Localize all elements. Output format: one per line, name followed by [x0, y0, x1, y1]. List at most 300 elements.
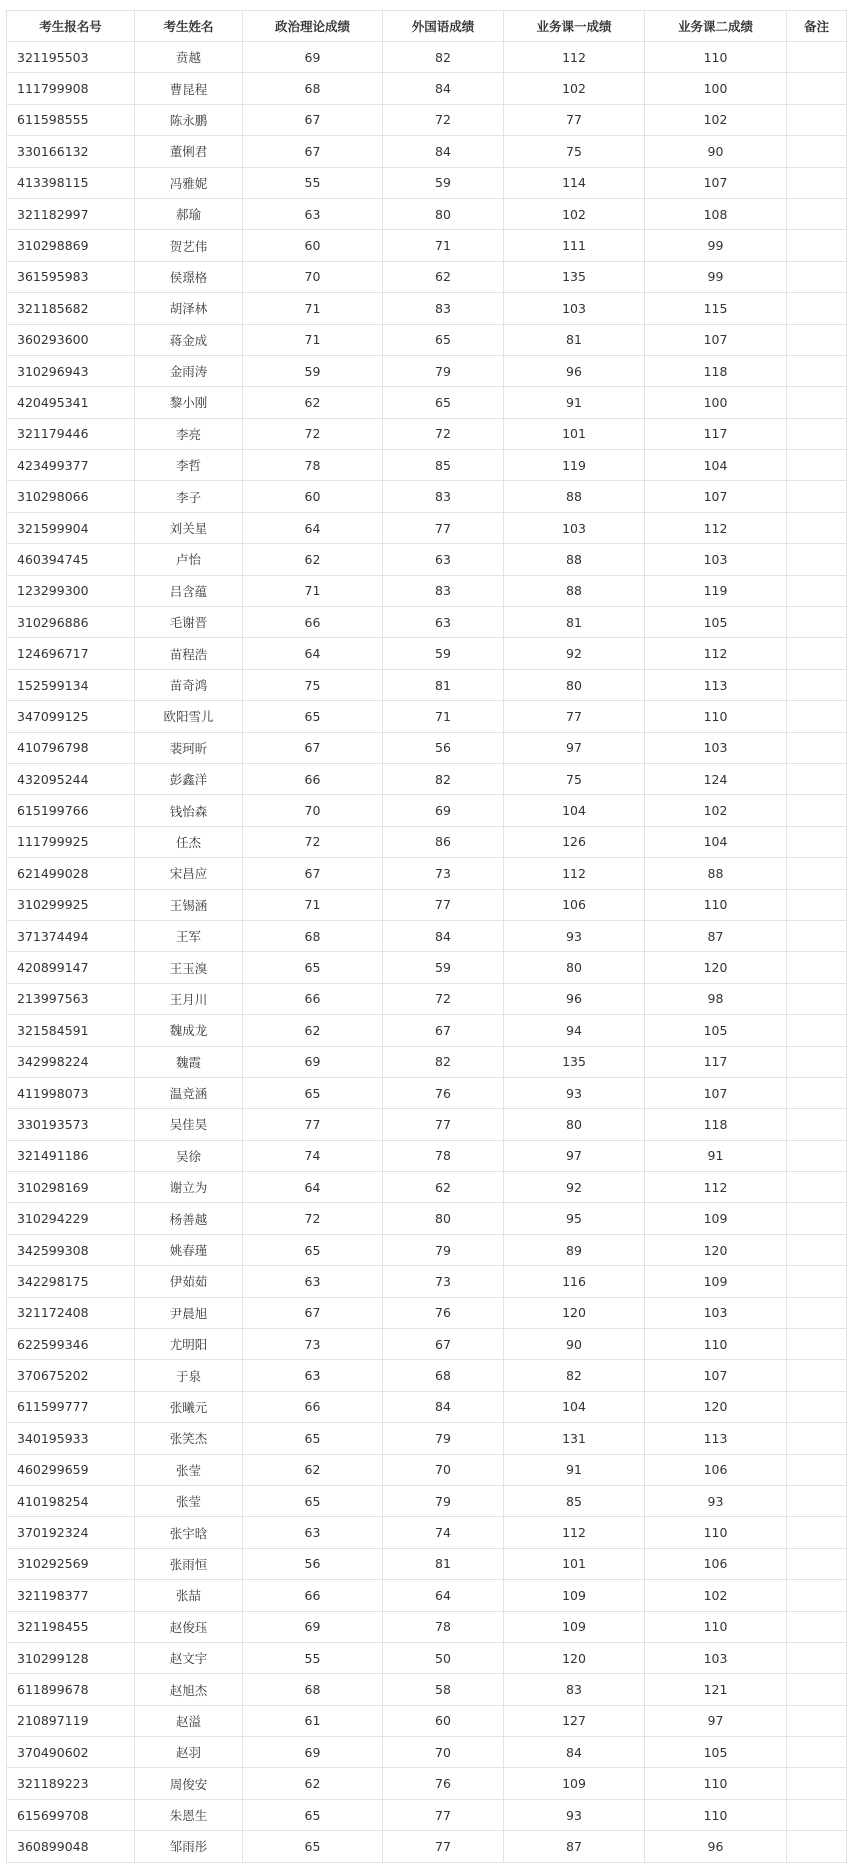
foreign-language-score-cell: 79: [383, 1423, 504, 1454]
table-row: [7, 1172, 847, 1203]
subject-two-score-cell: 109: [645, 1266, 787, 1297]
subject-two-score-cell: 102: [645, 795, 787, 826]
politics-score-cell: 71: [243, 293, 383, 324]
subject-two-score-cell: 118: [645, 355, 787, 386]
registration-number-cell: 111799908: [7, 73, 135, 104]
subject-one-score-cell: 101: [504, 1548, 645, 1579]
registration-number-cell: 413398115: [7, 167, 135, 198]
subject-one-score-cell: 93: [504, 1799, 645, 1830]
remarks-cell: [787, 1015, 847, 1046]
header-name: 考生姓名: [135, 11, 243, 42]
name-cell: 赵文宇: [135, 1642, 243, 1673]
table-row: [7, 1391, 847, 1422]
foreign-language-score-cell: 79: [383, 355, 504, 386]
remarks-cell: [787, 1454, 847, 1485]
subject-one-score-cell: 104: [504, 1391, 645, 1422]
table-row: [7, 1737, 847, 1768]
registration-number-cell: 321599904: [7, 512, 135, 543]
name-cell: 董俐君: [135, 136, 243, 167]
subject-two-score-cell: 110: [645, 42, 787, 73]
subject-two-score-cell: 113: [645, 1423, 787, 1454]
header-remarks: 备注: [787, 11, 847, 42]
remarks-cell: [787, 795, 847, 826]
subject-two-score-cell: 109: [645, 1203, 787, 1234]
foreign-language-score-cell: 72: [383, 418, 504, 449]
table-row: [7, 1548, 847, 1579]
name-cell: 陈永鹏: [135, 104, 243, 135]
foreign-language-score-cell: 84: [383, 73, 504, 104]
remarks-cell: [787, 1391, 847, 1422]
politics-score-cell: 65: [243, 1831, 383, 1862]
subject-one-score-cell: 103: [504, 293, 645, 324]
registration-number-cell: 213997563: [7, 983, 135, 1014]
politics-score-cell: 70: [243, 261, 383, 292]
subject-one-score-cell: 75: [504, 763, 645, 794]
table-row: [7, 1611, 847, 1642]
remarks-cell: [787, 983, 847, 1014]
foreign-language-score-cell: 64: [383, 1580, 504, 1611]
foreign-language-score-cell: 78: [383, 1140, 504, 1171]
registration-number-cell: 423499377: [7, 450, 135, 481]
name-cell: 黎小刚: [135, 387, 243, 418]
registration-number-cell: 321195503: [7, 42, 135, 73]
politics-score-cell: 63: [243, 1517, 383, 1548]
remarks-cell: [787, 1109, 847, 1140]
subject-two-score-cell: 113: [645, 669, 787, 700]
name-cell: 任杰: [135, 826, 243, 857]
politics-score-cell: 62: [243, 544, 383, 575]
table-row: [7, 1799, 847, 1830]
remarks-cell: [787, 1172, 847, 1203]
header-subject-two-score: 业务课二成绩: [645, 11, 787, 42]
remarks-cell: [787, 1517, 847, 1548]
remarks-cell: [787, 1831, 847, 1862]
table-row: [7, 1297, 847, 1328]
politics-score-cell: 66: [243, 983, 383, 1014]
politics-score-cell: 67: [243, 136, 383, 167]
subject-two-score-cell: 115: [645, 293, 787, 324]
politics-score-cell: 62: [243, 1454, 383, 1485]
subject-two-score-cell: 110: [645, 1611, 787, 1642]
remarks-cell: [787, 1737, 847, 1768]
remarks-cell: [787, 512, 847, 543]
subject-one-score-cell: 116: [504, 1266, 645, 1297]
politics-score-cell: 67: [243, 1297, 383, 1328]
score-table: [6, 10, 847, 1863]
politics-score-cell: 71: [243, 889, 383, 920]
foreign-language-score-cell: 82: [383, 763, 504, 794]
registration-number-cell: 342599308: [7, 1234, 135, 1265]
table-row: [7, 355, 847, 386]
registration-number-cell: 321198455: [7, 1611, 135, 1642]
subject-one-score-cell: 120: [504, 1642, 645, 1673]
name-cell: 彭鑫洋: [135, 763, 243, 794]
remarks-cell: [787, 1674, 847, 1705]
foreign-language-score-cell: 71: [383, 230, 504, 261]
registration-number-cell: 330166132: [7, 136, 135, 167]
foreign-language-score-cell: 77: [383, 889, 504, 920]
remarks-cell: [787, 167, 847, 198]
name-cell: 伊茹茹: [135, 1266, 243, 1297]
foreign-language-score-cell: 70: [383, 1737, 504, 1768]
name-cell: 杨善越: [135, 1203, 243, 1234]
politics-score-cell: 72: [243, 1203, 383, 1234]
subject-one-score-cell: 93: [504, 920, 645, 951]
name-cell: 贺艺伟: [135, 230, 243, 261]
subject-two-score-cell: 120: [645, 952, 787, 983]
registration-number-cell: 342998224: [7, 1046, 135, 1077]
subject-one-score-cell: 102: [504, 73, 645, 104]
remarks-cell: [787, 920, 847, 951]
subject-two-score-cell: 107: [645, 481, 787, 512]
registration-number-cell: 340195933: [7, 1423, 135, 1454]
politics-score-cell: 67: [243, 104, 383, 135]
politics-score-cell: 67: [243, 858, 383, 889]
subject-two-score-cell: 105: [645, 1015, 787, 1046]
table-row: [7, 1329, 847, 1360]
subject-two-score-cell: 87: [645, 920, 787, 951]
subject-one-score-cell: 80: [504, 952, 645, 983]
name-cell: 李哲: [135, 450, 243, 481]
foreign-language-score-cell: 81: [383, 1548, 504, 1579]
score-table-container: [6, 10, 846, 1863]
remarks-cell: [787, 136, 847, 167]
subject-one-score-cell: 135: [504, 261, 645, 292]
table-row: [7, 261, 847, 292]
subject-two-score-cell: 110: [645, 1768, 787, 1799]
subject-one-score-cell: 91: [504, 1454, 645, 1485]
table-row: [7, 763, 847, 794]
registration-number-cell: 210897119: [7, 1705, 135, 1736]
foreign-language-score-cell: 72: [383, 983, 504, 1014]
remarks-cell: [787, 1580, 847, 1611]
subject-two-score-cell: 110: [645, 1799, 787, 1830]
header-foreign-language-score: 外国语成绩: [383, 11, 504, 42]
remarks-cell: [787, 544, 847, 575]
foreign-language-score-cell: 81: [383, 669, 504, 700]
politics-score-cell: 68: [243, 73, 383, 104]
remarks-cell: [787, 73, 847, 104]
subject-two-score-cell: 103: [645, 1297, 787, 1328]
politics-score-cell: 72: [243, 826, 383, 857]
subject-one-score-cell: 127: [504, 1705, 645, 1736]
foreign-language-score-cell: 77: [383, 1799, 504, 1830]
foreign-language-score-cell: 83: [383, 481, 504, 512]
name-cell: 裴珂昕: [135, 732, 243, 763]
subject-two-score-cell: 119: [645, 575, 787, 606]
remarks-cell: [787, 42, 847, 73]
name-cell: 张雨恒: [135, 1548, 243, 1579]
remarks-cell: [787, 1329, 847, 1360]
remarks-cell: [787, 1203, 847, 1234]
table-row: [7, 858, 847, 889]
subject-one-score-cell: 81: [504, 324, 645, 355]
remarks-cell: [787, 1485, 847, 1516]
table-row: [7, 607, 847, 638]
foreign-language-score-cell: 62: [383, 261, 504, 292]
name-cell: 魏霞: [135, 1046, 243, 1077]
name-cell: 宋昌应: [135, 858, 243, 889]
table-row: [7, 481, 847, 512]
politics-score-cell: 60: [243, 230, 383, 261]
politics-score-cell: 65: [243, 1077, 383, 1108]
name-cell: 贲越: [135, 42, 243, 73]
subject-one-score-cell: 126: [504, 826, 645, 857]
name-cell: 冯雅妮: [135, 167, 243, 198]
remarks-cell: [787, 858, 847, 889]
subject-one-score-cell: 135: [504, 1046, 645, 1077]
subject-one-score-cell: 111: [504, 230, 645, 261]
politics-score-cell: 65: [243, 1423, 383, 1454]
table-row: [7, 826, 847, 857]
subject-one-score-cell: 112: [504, 1517, 645, 1548]
registration-number-cell: 622599346: [7, 1329, 135, 1360]
table-row: [7, 795, 847, 826]
remarks-cell: [787, 1423, 847, 1454]
remarks-cell: [787, 355, 847, 386]
table-row: [7, 1674, 847, 1705]
politics-score-cell: 65: [243, 701, 383, 732]
remarks-cell: [787, 763, 847, 794]
table-body: [7, 42, 847, 1863]
name-cell: 吕含蕴: [135, 575, 243, 606]
registration-number-cell: 310299128: [7, 1642, 135, 1673]
foreign-language-score-cell: 79: [383, 1234, 504, 1265]
subject-one-score-cell: 93: [504, 1077, 645, 1108]
subject-one-score-cell: 97: [504, 1140, 645, 1171]
name-cell: 尤明阳: [135, 1329, 243, 1360]
politics-score-cell: 64: [243, 1172, 383, 1203]
name-cell: 张喆: [135, 1580, 243, 1611]
table-row: [7, 1360, 847, 1391]
subject-one-score-cell: 80: [504, 1109, 645, 1140]
subject-one-score-cell: 88: [504, 575, 645, 606]
name-cell: 周俊安: [135, 1768, 243, 1799]
foreign-language-score-cell: 65: [383, 324, 504, 355]
registration-number-cell: 347099125: [7, 701, 135, 732]
name-cell: 刘关星: [135, 512, 243, 543]
subject-two-score-cell: 104: [645, 826, 787, 857]
foreign-language-score-cell: 82: [383, 1046, 504, 1077]
remarks-cell: [787, 1077, 847, 1108]
subject-two-score-cell: 105: [645, 1737, 787, 1768]
foreign-language-score-cell: 73: [383, 1266, 504, 1297]
subject-two-score-cell: 99: [645, 230, 787, 261]
subject-two-score-cell: 96: [645, 1831, 787, 1862]
politics-score-cell: 64: [243, 638, 383, 669]
subject-two-score-cell: 118: [645, 1109, 787, 1140]
subject-one-score-cell: 103: [504, 512, 645, 543]
name-cell: 赵羽: [135, 1737, 243, 1768]
table-row: [7, 293, 847, 324]
remarks-cell: [787, 607, 847, 638]
subject-two-score-cell: 110: [645, 1517, 787, 1548]
subject-one-score-cell: 109: [504, 1611, 645, 1642]
subject-one-score-cell: 106: [504, 889, 645, 920]
foreign-language-score-cell: 77: [383, 512, 504, 543]
subject-one-score-cell: 96: [504, 355, 645, 386]
foreign-language-score-cell: 84: [383, 920, 504, 951]
foreign-language-score-cell: 83: [383, 293, 504, 324]
registration-number-cell: 321185682: [7, 293, 135, 324]
registration-number-cell: 371374494: [7, 920, 135, 951]
table-row: [7, 230, 847, 261]
remarks-cell: [787, 1768, 847, 1799]
table-row: [7, 1423, 847, 1454]
table-row: [7, 1109, 847, 1140]
table-row: [7, 638, 847, 669]
subject-two-score-cell: 124: [645, 763, 787, 794]
foreign-language-score-cell: 62: [383, 1172, 504, 1203]
politics-score-cell: 61: [243, 1705, 383, 1736]
subject-one-score-cell: 96: [504, 983, 645, 1014]
name-cell: 张曦元: [135, 1391, 243, 1422]
subject-two-score-cell: 98: [645, 983, 787, 1014]
table-row: [7, 701, 847, 732]
subject-one-score-cell: 85: [504, 1485, 645, 1516]
politics-score-cell: 68: [243, 1674, 383, 1705]
subject-two-score-cell: 90: [645, 136, 787, 167]
header-subject-one-score: 业务课一成绩: [504, 11, 645, 42]
foreign-language-score-cell: 73: [383, 858, 504, 889]
foreign-language-score-cell: 86: [383, 826, 504, 857]
subject-two-score-cell: 100: [645, 73, 787, 104]
name-cell: 李子: [135, 481, 243, 512]
registration-number-cell: 310298169: [7, 1172, 135, 1203]
registration-number-cell: 611599777: [7, 1391, 135, 1422]
registration-number-cell: 152599134: [7, 669, 135, 700]
name-cell: 姚春瑾: [135, 1234, 243, 1265]
remarks-cell: [787, 1548, 847, 1579]
subject-one-score-cell: 83: [504, 1674, 645, 1705]
foreign-language-score-cell: 76: [383, 1077, 504, 1108]
subject-two-score-cell: 103: [645, 544, 787, 575]
subject-one-score-cell: 89: [504, 1234, 645, 1265]
remarks-cell: [787, 1046, 847, 1077]
remarks-cell: [787, 1140, 847, 1171]
subject-one-score-cell: 77: [504, 701, 645, 732]
foreign-language-score-cell: 82: [383, 42, 504, 73]
remarks-cell: [787, 1360, 847, 1391]
foreign-language-score-cell: 67: [383, 1329, 504, 1360]
table-row: [7, 544, 847, 575]
name-cell: 曹昆程: [135, 73, 243, 104]
registration-number-cell: 310298066: [7, 481, 135, 512]
foreign-language-score-cell: 80: [383, 198, 504, 229]
subject-two-score-cell: 102: [645, 104, 787, 135]
registration-number-cell: 370192324: [7, 1517, 135, 1548]
subject-one-score-cell: 91: [504, 387, 645, 418]
politics-score-cell: 71: [243, 324, 383, 355]
table-row: [7, 1234, 847, 1265]
name-cell: 王锡涵: [135, 889, 243, 920]
table-row: [7, 920, 847, 951]
foreign-language-score-cell: 59: [383, 167, 504, 198]
remarks-cell: [787, 1297, 847, 1328]
politics-score-cell: 63: [243, 1360, 383, 1391]
registration-number-cell: 310296886: [7, 607, 135, 638]
subject-two-score-cell: 112: [645, 512, 787, 543]
foreign-language-score-cell: 56: [383, 732, 504, 763]
subject-one-score-cell: 95: [504, 1203, 645, 1234]
table-row: [7, 983, 847, 1014]
remarks-cell: [787, 324, 847, 355]
subject-one-score-cell: 92: [504, 1172, 645, 1203]
name-cell: 张莹: [135, 1485, 243, 1516]
foreign-language-score-cell: 77: [383, 1109, 504, 1140]
politics-score-cell: 60: [243, 481, 383, 512]
registration-number-cell: 310299925: [7, 889, 135, 920]
politics-score-cell: 73: [243, 1329, 383, 1360]
subject-one-score-cell: 112: [504, 858, 645, 889]
subject-one-score-cell: 84: [504, 1737, 645, 1768]
subject-two-score-cell: 105: [645, 607, 787, 638]
subject-one-score-cell: 88: [504, 481, 645, 512]
table-header-row: [7, 11, 847, 42]
table-row: [7, 167, 847, 198]
registration-number-cell: 310298869: [7, 230, 135, 261]
politics-score-cell: 65: [243, 1485, 383, 1516]
politics-score-cell: 74: [243, 1140, 383, 1171]
remarks-cell: [787, 418, 847, 449]
politics-score-cell: 71: [243, 575, 383, 606]
subject-two-score-cell: 117: [645, 418, 787, 449]
registration-number-cell: 410198254: [7, 1485, 135, 1516]
subject-two-score-cell: 97: [645, 1705, 787, 1736]
name-cell: 欧阳雪儿: [135, 701, 243, 732]
subject-two-score-cell: 110: [645, 889, 787, 920]
remarks-cell: [787, 104, 847, 135]
subject-two-score-cell: 106: [645, 1548, 787, 1579]
name-cell: 钱怡森: [135, 795, 243, 826]
table-row: [7, 42, 847, 73]
subject-one-score-cell: 104: [504, 795, 645, 826]
table-row: [7, 136, 847, 167]
name-cell: 谢立为: [135, 1172, 243, 1203]
registration-number-cell: 411998073: [7, 1077, 135, 1108]
politics-score-cell: 66: [243, 607, 383, 638]
table-row: [7, 512, 847, 543]
table-row: [7, 324, 847, 355]
politics-score-cell: 63: [243, 1266, 383, 1297]
foreign-language-score-cell: 83: [383, 575, 504, 606]
subject-two-score-cell: 104: [645, 450, 787, 481]
politics-score-cell: 75: [243, 669, 383, 700]
foreign-language-score-cell: 79: [383, 1485, 504, 1516]
politics-score-cell: 62: [243, 387, 383, 418]
registration-number-cell: 310296943: [7, 355, 135, 386]
remarks-cell: [787, 1799, 847, 1830]
subject-one-score-cell: 80: [504, 669, 645, 700]
politics-score-cell: 69: [243, 1611, 383, 1642]
subject-two-score-cell: 99: [645, 261, 787, 292]
subject-one-score-cell: 92: [504, 638, 645, 669]
politics-score-cell: 66: [243, 763, 383, 794]
remarks-cell: [787, 481, 847, 512]
table-row: [7, 73, 847, 104]
politics-score-cell: 64: [243, 512, 383, 543]
politics-score-cell: 63: [243, 198, 383, 229]
subject-two-score-cell: 107: [645, 167, 787, 198]
registration-number-cell: 611899678: [7, 1674, 135, 1705]
politics-score-cell: 69: [243, 42, 383, 73]
subject-two-score-cell: 93: [645, 1485, 787, 1516]
table-row: [7, 1642, 847, 1673]
table-row: [7, 1831, 847, 1862]
politics-score-cell: 56: [243, 1548, 383, 1579]
foreign-language-score-cell: 85: [383, 450, 504, 481]
subject-two-score-cell: 107: [645, 324, 787, 355]
